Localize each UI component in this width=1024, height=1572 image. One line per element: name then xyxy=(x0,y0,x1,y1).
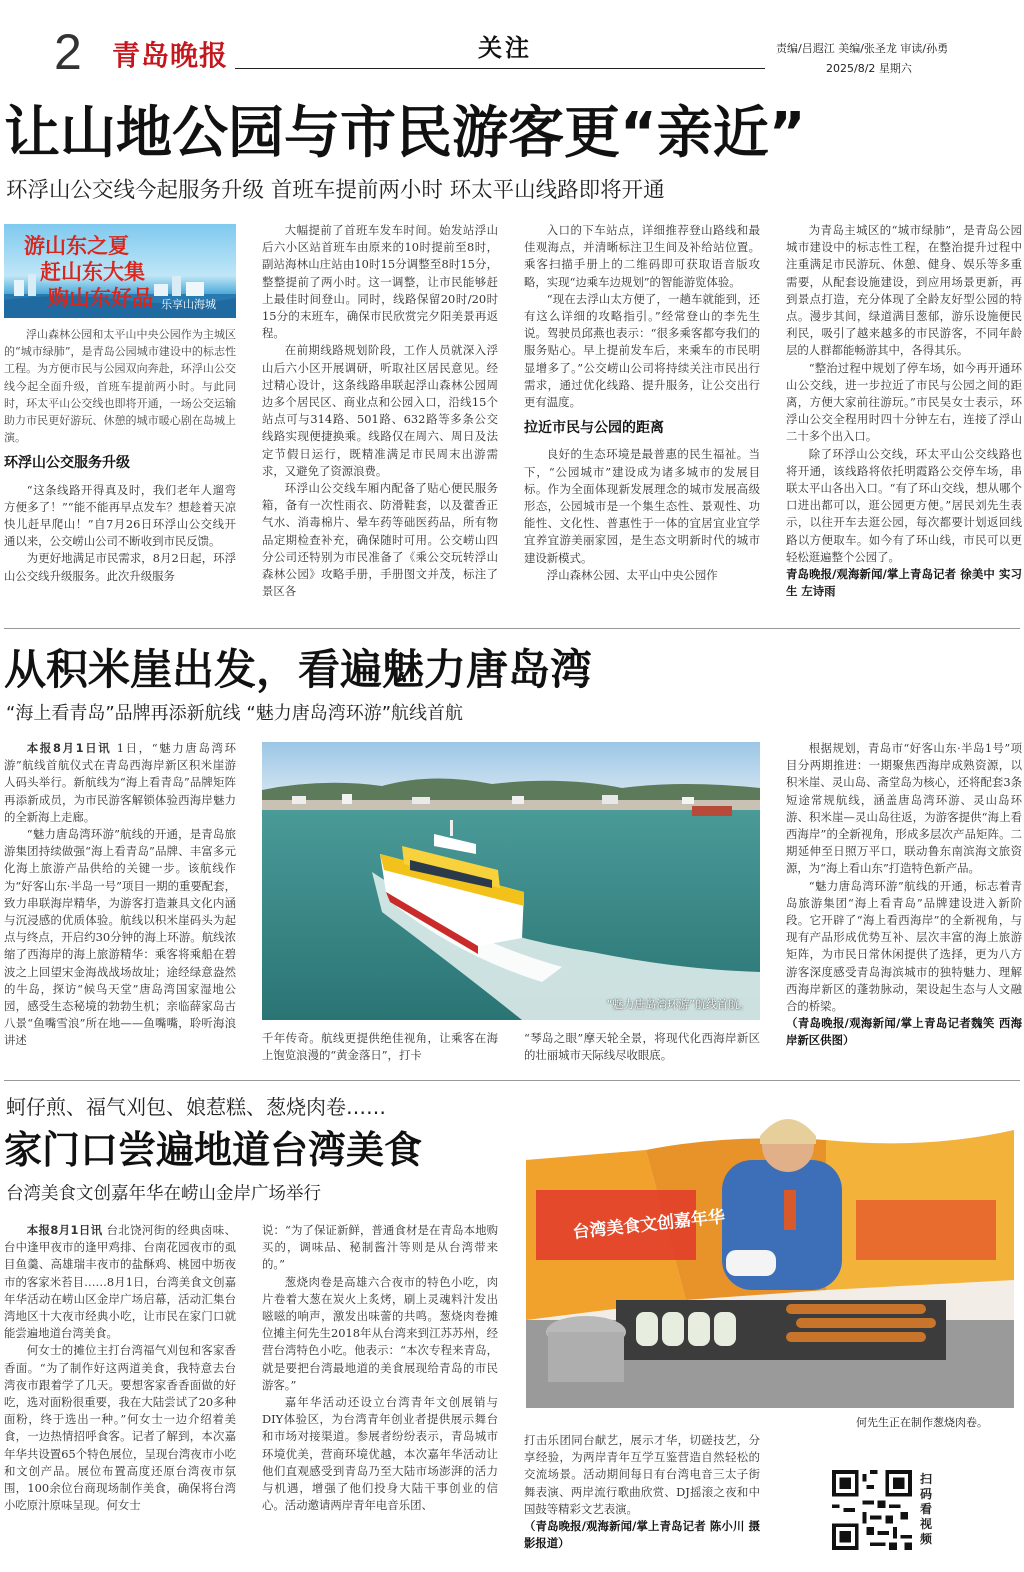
article1-paragraph: “整治过程中规划了停车场，如今再开通环山公交线，进一步拉近了市民与公园之间的距离，方便大家前往游玩。”市民吴女士表示，环浮山公交全程用时四十分钟左右，连接了浮山二十多个出入口。 xyxy=(786,360,1022,444)
article3-column-3 xyxy=(524,1432,760,1568)
article1-byline: 青岛晚报/观海新闻/掌上青岛记者 徐美中 实习生 左诗雨 xyxy=(786,567,1022,599)
masthead-rule xyxy=(235,68,765,69)
article1-subhead-2: 拉近市民与公园的距离 xyxy=(524,420,664,437)
article1-subhead-1: 环浮山公交服务升级 xyxy=(4,455,130,472)
article2-below-photo-right xyxy=(524,1030,760,1070)
page-number: 2 xyxy=(54,24,82,80)
article3-paragraph: 打击乐团同台献艺，展示才华，切磋技艺，分享经验，为两岸青年互学互鉴营造自然轻松的交流场景。活动期间每日有台湾电音三太子街舞表演、两岸流行歌曲欣赏、DJ摇滚之夜和中国鼓等精彩文艺表演。 xyxy=(524,1433,760,1516)
article1-paragraph: 良好的生态环境是最普惠的民生福祉。当下，“公园城市”建设成为诸多城市的发展目标。作为全面体现新发展理念的城市发展高级形态，公园城市是一个集生态性、景观性、功能性、文化性、普惠性于一体的宜居宜业宜学宜养宜游美丽家园，是生态文明新时代的城市建设新模式。 xyxy=(524,447,760,565)
article3-headline: 家门口尝遍地道台湾美食 xyxy=(4,1128,423,1172)
article1-column-3 xyxy=(524,222,760,618)
ferry-photo xyxy=(262,742,760,1020)
article2-dateline: 本报8月1日讯 xyxy=(26,741,112,755)
section-divider xyxy=(4,628,1020,629)
banner-line2: 赶山东大集 xyxy=(40,259,145,284)
banner-tag: 乐享山海城 xyxy=(161,298,216,311)
article3-paragraph: 说：“为了保证新鲜，普通食材是在青岛本地购买的，调味品、秘制酱汁等则是从台湾带来的。” xyxy=(262,1223,498,1272)
banner-line1: 游山东之夏 xyxy=(24,233,129,258)
article1-deck: 环浮山公交线今起服务升级 首班车提前两小时 环太平山线路即将开通 xyxy=(6,178,665,203)
article1-headline: 让山地公园与市民游客更“亲近” xyxy=(4,101,806,166)
article2-lead-text: 1日，“魅力唐岛湾环游”航线首航仪式在青岛西海岸新区积米崖游人码头举行。新航线为“海上看青岛”品牌矩阵再添新成员，为市民游客解锁体验西海岸魅力的全新海上走廊。 xyxy=(4,741,236,824)
food-stall-photo xyxy=(526,1090,1014,1408)
article2-column-1 xyxy=(4,740,236,1070)
article1-paragraph: 为青岛主城区的“城市绿肺”，是青岛公园城市建设中的标志性工程，在整治提升过程中注重满足市民游玩、休憩、健身、娱乐等多重需要，从配套设施建设，到应用场景更新，再到景点打造，充分体现了全龄友好型公园的特点。漫步其间，绿道满目葱郁，游乐设施便民利民，吸引了越来越多的市民游客，不同年龄层的人群都能畅游其中，各得其乐。 xyxy=(786,223,1022,358)
paper-name-logo: 青岛晚报 xyxy=(112,39,229,72)
article1-paragraph: 环浮山公交线车厢内配备了贴心便民服务箱，备有一次性雨衣、防滑鞋套，以及藿香正气水、消毒棉片、晕车药等础医药品，所有物品定期检查补充，确保随时可用。公交崂山四分公司还特别为市民准备了《乘公交玩转浮山森林公园》攻略手册，手册图文并茂，标注了景区各 xyxy=(262,481,498,599)
ferry-photo-caption: “魅力唐岛湾环游”航线首航。 xyxy=(606,998,750,1011)
article2-paragraph: “琴岛之眼”摩天轮全景，将现代化西海岸新区的壮丽城市天际线尽收眼底。 xyxy=(524,1031,760,1063)
article1-paragraph: 浮山森林公园、太平山中央公园作 xyxy=(546,567,718,582)
ferry-illustration xyxy=(262,742,760,1020)
article3-deck: 台湾美食文创嘉年华在崂山金岸广场举行 xyxy=(6,1184,321,1204)
qr-label: 扫码看视频 xyxy=(920,1472,933,1546)
banner-line3: 购山东好品 xyxy=(48,285,153,310)
article3-paragraph: 葱烧肉卷是高雄六合夜市的特色小吃，肉片卷着大葱在炭火上炙烤，刷上灵魂料汁发出嗞嗞的响声，激发出味蕾的共鸣。葱烧肉卷摊位摊主何先生2018年从台湾来到江苏苏州，经营台湾特色小吃。他表示：“本次专程来青岛，就是要把台湾最地道的美食展现给青岛的市民游客。” xyxy=(262,1274,498,1392)
article3-paragraph: 何女士的摊位主打台湾福气刈包和客家香香面。“为了制作好这两道美食，我特意去台湾夜市跟着学了几天。要想客家香香面做的好吃，选对面粉很重要，我在大陆尝试了20多种面粉，终于选出一种。”何女士一边介绍着美食，一边热情招呼食客。记者了解到，本次嘉年华共设置65个特色展位，呈现台湾夜市小吃和文创产品。展位布置高度还原台湾夜市氛围，100余位台商现场制作美食，确保将台湾小吃原汁原味呈现。何女士 xyxy=(4,1343,236,1513)
article1-paragraph: 大幅提前了首班车发车时间。始发站浮山后六小区站首班车由原来的10时提前至8时，副站海林山庄站由10时15分调整至8时15分，整整提前了两小时。这一调整，让市民能够赶上最佳时间登山。同时，线路保留20时/20时15分的末班车，确保市民欣赏完夕阳美景再返程。 xyxy=(262,223,498,341)
article2-byline: （青岛晚报/观海新闻/掌上青岛记者魏笑 西海岸新区供图） xyxy=(786,1016,1022,1048)
qr-code-icon xyxy=(832,1470,912,1550)
article2-paragraph xyxy=(4,740,236,826)
section-divider xyxy=(4,1080,1020,1081)
stall-sign: 台湾美食文创嘉年华 xyxy=(571,1207,726,1243)
promo-banner xyxy=(4,224,236,318)
article1-paragraph: 入口的下车站点，详细推荐登山路线和最佳观海点，并清晰标注卫生间及补给站位置。乘客扫描手册上的二维码即可获取语音版攻略，实现“边乘车边规划”的智能游览体验。 xyxy=(524,223,760,289)
article1-column-2 xyxy=(262,222,498,618)
article3-kicker: 蚵仔煎、福气刈包、娘惹糕、葱烧肉卷…… xyxy=(6,1095,386,1119)
article3-dateline: 本报8月1日讯 xyxy=(26,1223,103,1237)
article2-paragraph: 千年传奇。航线更提供绝佳视角，让乘客在海上饱览浪漫的“黄金落日”，打卡 xyxy=(262,1031,498,1063)
article2-paragraph: “魅力唐岛湾环游”航线的开通，标志着青岛旅游集团“海上看青岛”品牌建设进入新阶段。它开辟了“海上看西海岸”的全新视角，与现有产品形成优势互补、层次丰富的海上旅游矩阵，为市民日常休闲提供了选择，更为八方游客深度感受青岛海滨城市的独特魅力、理解西海岸新区的蓬勃脉动，架设起生态与人文融合的桥梁。 xyxy=(786,878,1022,1014)
issue-date: 2025/8/2 星期六 xyxy=(826,62,912,75)
article2-paragraph: “魅力唐岛湾环游”航线的开通，是青岛旅游集团持续做强“海上看青岛”品牌、丰富多元化海上旅游产品供给的关键一步。该航线作为“好客山东·半岛一号”项目一期的重要配套，致力串联海岸精华，为游客打造兼具文化内涵与沉浸感的优质体验。航线以积米崖码头为起点与终点，开启约30分钟的海上环游。航线浓缩了西海岸的海上旅游精华：乘客将乘船在碧波之上回望宋金海战战场故址；途经绿意盎然的牛岛，探访“候鸟天堂”唐岛湾国家湿地公园，感受生态秘境的勃勃生机；亲临薛家岛古八景“鱼嘴雪浪”所在地——鱼嘴嘴，聆听海浪讲述 xyxy=(4,827,236,1048)
article3-column-2 xyxy=(262,1222,498,1568)
article2-paragraph: 根据规划，青岛市“好客山东·半岛1号”项目分两期推进：一期聚焦西海岸成熟资源，以积米崖、灵山岛、斋堂岛为核心，还将配套3条短途常规航线，涵盖唐岛湾环游、灵山岛环游、积米崖—灵山岛往返，为游客提供“海上看西海岸”的全新视角，形成多层次产品矩阵。二期延伸至日照万平口，联动鲁东南滨海文旅资源，为“海上看山东”打造特色新产品。 xyxy=(786,741,1022,876)
article3-byline: （青岛晚报/观海新闻/掌上青岛记者 陈小川 摄影报道） xyxy=(524,1519,760,1551)
article1-intro: 浮山森林公园和太平山中央公园作为主城区的“城市绿肺”，是青岛公园城市建设中的标志性工程。为方便市民与公园双向奔赴，环浮山公交线今起全面升级，首班车提前两小时。与此同时，环太平山公交线也即将开通，一场公交运输助力市民更好游玩、休憩的城市暖心剧在岛城上演。 xyxy=(4,328,236,445)
editor-credits: 责编/吕遐江 美编/张圣龙 审读/孙勇 xyxy=(776,42,949,55)
article1-column-1 xyxy=(4,326,236,616)
article2-below-photo-left xyxy=(262,1030,498,1070)
article1-column-4 xyxy=(786,222,1022,618)
article2-headline: 从积米崖出发，看遍魅力唐岛湾 xyxy=(4,645,593,694)
qr-code[interactable] xyxy=(832,1470,912,1550)
article3-paragraph: 嘉年华活动还设立台湾青年文创展销与DIY体验区，为台湾青年创业者提供展示舞台和市场对接渠道。参展者纷纷表示，青岛城市环境优美，营商环境优越，本次嘉年华活动让他们直观感受到青岛乃至大陆市场澎湃的活力与机遇，增强了他们投身大陆干事创业的信心。活动邀请两岸青年电音乐团、 xyxy=(262,1395,498,1513)
article3-column-1 xyxy=(4,1222,236,1568)
article1-paragraph: “这条线路开得真及时，我们老年人遛弯方便多了！”“能不能再早点发车？想趁着天凉快儿赶早爬山！”自7月26日环浮山公交线开通以来，公交崂山公司不断收到市民反馈。 xyxy=(4,482,236,549)
article1-paragraph: “现在去浮山太方便了，一趟车就能到，还有这么详细的攻略指引。”经常登山的李先生说。驾驶员邱燕也表示：“很多乘客都夸我们的服务贴心。早上提前发车后，来乘车的市民明显增多了。”公交崂山公司将持续关注市民出行需求，通过优化线路、提升服务，让公交出行更有温度。 xyxy=(524,291,760,410)
article1-paragraph: 除了环浮山公交线，环太平山公交线路也将开通，该线路将依托明霞路公交停车场，串联太平山各出入口。“有了环山交线，想从哪个口进出都可以，逛公园更方便。”居民刘先生表示，以往开车去逛公园，每次都要计划返回线路以方便取车。如今有了环山线，市民可以更轻松逛遍整个公园了。 xyxy=(786,446,1022,564)
article1-paragraph: 为更好地满足市民需求，8月2日起，环浮山公交线升级服务。此次升级服务 xyxy=(4,551,236,583)
article2-column-4 xyxy=(786,740,1022,1070)
food-photo-caption: 何先生正在制作葱烧肉卷。 xyxy=(856,1416,988,1429)
article3-lead-text: 台北饶河街的经典卤味、台中逢甲夜市的逢甲鸡排、台南花园夜市的虱目鱼羹、高雄瑞丰夜市的盐酥鸡、桃园中坜夜市的客家米苔目……8月1日，台湾美食文创嘉年华活动在崂山区金岸广场启幕，活动汇集台湾地区十大夜市经典小吃，让市民在家门口就能尝遍地道台湾美食。 xyxy=(4,1223,236,1341)
article2-deck: “海上看青岛”品牌再添新航线 “魅力唐岛湾环游”航线首航 xyxy=(6,703,464,724)
food-stall-illustration xyxy=(526,1090,1014,1408)
section-label: 关注 xyxy=(478,34,532,62)
article3-paragraph xyxy=(4,1222,236,1342)
article1-paragraph: 在前期线路规划阶段，工作人员就深入浮山后六小区开展调研，听取社区居民意见。经过精心设计，这条线路串联起浮山森林公园周边多个居民区、商业点和公园入口，沿线15个站点可与314路、501路、632路等多条公交线路实现便捷换乘。线路仅在周六、周日及法定节假日运行，既精准满足市民周末出游需求，又避免了资源浪费。 xyxy=(262,343,498,478)
